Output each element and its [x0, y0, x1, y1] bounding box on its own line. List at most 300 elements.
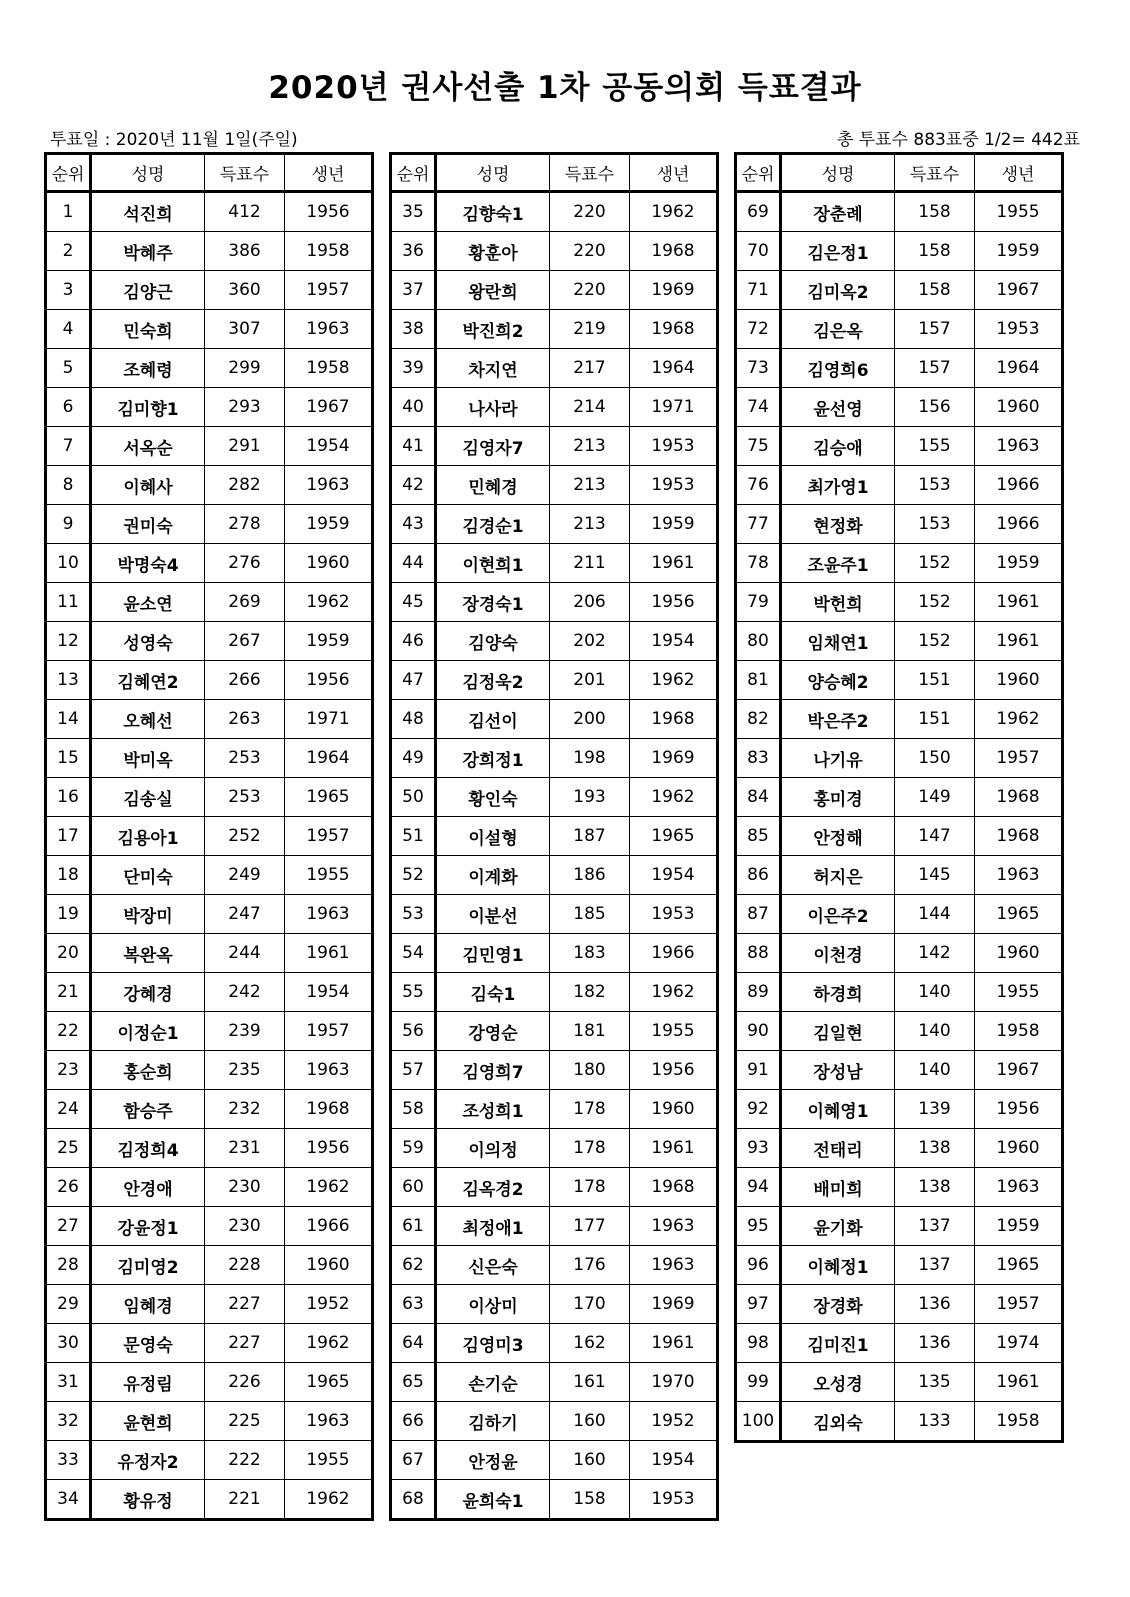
cell-year: 1960	[975, 661, 1063, 700]
cell-name: 이설형	[436, 817, 550, 856]
cell-year: 1956	[285, 661, 373, 700]
cell-votes: 307	[205, 310, 285, 349]
cell-year: 1953	[630, 427, 718, 466]
cell-year: 1953	[630, 466, 718, 505]
cell-year: 1965	[975, 1246, 1063, 1285]
table-row	[736, 1129, 1063, 1168]
cell-votes: 278	[205, 505, 285, 544]
cell-name: 강희정1	[436, 739, 550, 778]
cell-year: 1959	[975, 1207, 1063, 1246]
cell-name: 박장미	[91, 895, 205, 934]
cell-year: 1961	[630, 1324, 718, 1363]
cell-name: 최가영1	[781, 466, 895, 505]
cell-votes: 214	[550, 388, 630, 427]
cell-votes: 242	[205, 973, 285, 1012]
table-row	[391, 817, 718, 856]
cell-rank: 99	[736, 1363, 781, 1402]
cell-name: 복완옥	[91, 934, 205, 973]
cell-year: 1962	[630, 778, 718, 817]
cell-rank: 23	[46, 1051, 91, 1090]
cell-name: 김외숙	[781, 1402, 895, 1442]
cell-name: 김선이	[436, 700, 550, 739]
cell-rank: 75	[736, 427, 781, 466]
cell-year: 1963	[285, 895, 373, 934]
cell-name: 임혜경	[91, 1285, 205, 1324]
table-row	[391, 427, 718, 466]
cell-name: 김하기	[436, 1402, 550, 1441]
cell-rank: 70	[736, 232, 781, 271]
cell-name: 나기유	[781, 739, 895, 778]
cell-year: 1962	[285, 1480, 373, 1520]
cell-year: 1964	[285, 739, 373, 778]
cell-name: 오혜선	[91, 700, 205, 739]
cell-votes: 267	[205, 622, 285, 661]
cell-name: 김미영2	[91, 1246, 205, 1285]
cell-name: 조성희1	[436, 1090, 550, 1129]
cell-year: 1968	[975, 817, 1063, 856]
cell-votes: 252	[205, 817, 285, 856]
header-year: 생년	[630, 154, 718, 192]
cell-rank: 100	[736, 1402, 781, 1442]
cell-year: 1957	[285, 817, 373, 856]
cell-year: 1962	[975, 700, 1063, 739]
cell-name: 이계화	[436, 856, 550, 895]
table-row	[391, 622, 718, 661]
cell-votes: 161	[550, 1363, 630, 1402]
cell-votes: 227	[205, 1324, 285, 1363]
cell-votes: 183	[550, 934, 630, 973]
cell-name: 김향숙1	[436, 192, 550, 232]
cell-votes: 220	[550, 192, 630, 232]
cell-rank: 73	[736, 349, 781, 388]
cell-year: 1967	[975, 271, 1063, 310]
cell-name: 황유정	[91, 1480, 205, 1520]
cell-rank: 2	[46, 232, 91, 271]
cell-votes: 156	[895, 388, 975, 427]
table-row	[46, 1012, 373, 1051]
table-row	[736, 1402, 1063, 1442]
header-rank: 순위	[736, 154, 781, 192]
table-row	[46, 1402, 373, 1441]
cell-name: 박은주2	[781, 700, 895, 739]
table-row	[391, 1480, 718, 1520]
header-rank: 순위	[391, 154, 436, 192]
table-row	[736, 1207, 1063, 1246]
cell-votes: 230	[205, 1168, 285, 1207]
table-row	[46, 232, 373, 271]
cell-name: 윤현희	[91, 1402, 205, 1441]
cell-rank: 19	[46, 895, 91, 934]
cell-year: 1955	[975, 973, 1063, 1012]
cell-year: 1962	[630, 661, 718, 700]
table-row	[46, 466, 373, 505]
cell-rank: 55	[391, 973, 436, 1012]
cell-rank: 65	[391, 1363, 436, 1402]
table-row	[391, 661, 718, 700]
cell-rank: 69	[736, 192, 781, 232]
cell-rank: 34	[46, 1480, 91, 1520]
table-row	[46, 700, 373, 739]
cell-rank: 6	[46, 388, 91, 427]
cell-name: 함승주	[91, 1090, 205, 1129]
cell-votes: 291	[205, 427, 285, 466]
table-row	[736, 427, 1063, 466]
cell-year: 1957	[975, 739, 1063, 778]
cell-year: 1958	[975, 1012, 1063, 1051]
cell-rank: 33	[46, 1441, 91, 1480]
cell-rank: 18	[46, 856, 91, 895]
cell-votes: 153	[895, 505, 975, 544]
cell-votes: 140	[895, 1051, 975, 1090]
table-row	[391, 1207, 718, 1246]
cell-name: 강혜경	[91, 973, 205, 1012]
cell-rank: 40	[391, 388, 436, 427]
cell-votes: 386	[205, 232, 285, 271]
cell-year: 1966	[285, 1207, 373, 1246]
cell-votes: 221	[205, 1480, 285, 1520]
cell-year: 1961	[630, 544, 718, 583]
table-row	[46, 271, 373, 310]
cell-votes: 137	[895, 1246, 975, 1285]
cell-year: 1962	[285, 1324, 373, 1363]
cell-votes: 181	[550, 1012, 630, 1051]
cell-rank: 35	[391, 192, 436, 232]
table-row	[46, 895, 373, 934]
table-row	[391, 1441, 718, 1480]
table-row	[46, 1441, 373, 1480]
cell-rank: 96	[736, 1246, 781, 1285]
cell-name: 이분선	[436, 895, 550, 934]
cell-name: 조혜령	[91, 349, 205, 388]
cell-votes: 198	[550, 739, 630, 778]
cell-votes: 222	[205, 1441, 285, 1480]
cell-votes: 147	[895, 817, 975, 856]
cell-name: 이의정	[436, 1129, 550, 1168]
total-votes: 총 투표수 883표중 1/2= 442표	[836, 130, 1080, 150]
table-row	[736, 232, 1063, 271]
cell-votes: 160	[550, 1441, 630, 1480]
cell-year: 1954	[285, 973, 373, 1012]
table-row	[46, 1285, 373, 1324]
cell-rank: 1	[46, 192, 91, 232]
cell-year: 1961	[975, 1363, 1063, 1402]
cell-name: 김민영1	[436, 934, 550, 973]
cell-votes: 293	[205, 388, 285, 427]
cell-rank: 41	[391, 427, 436, 466]
table-row	[391, 1324, 718, 1363]
cell-year: 1952	[285, 1285, 373, 1324]
table-row	[736, 349, 1063, 388]
cell-year: 1953	[630, 895, 718, 934]
cell-rank: 60	[391, 1168, 436, 1207]
table-row	[736, 895, 1063, 934]
cell-year: 1968	[630, 700, 718, 739]
cell-rank: 10	[46, 544, 91, 583]
cell-votes: 139	[895, 1090, 975, 1129]
cell-votes: 142	[895, 934, 975, 973]
cell-year: 1960	[975, 934, 1063, 973]
table-row	[391, 778, 718, 817]
cell-votes: 213	[550, 505, 630, 544]
cell-year: 1956	[975, 1090, 1063, 1129]
table-row	[736, 661, 1063, 700]
table-row	[736, 934, 1063, 973]
cell-name: 이천경	[781, 934, 895, 973]
cell-name: 김용아1	[91, 817, 205, 856]
cell-year: 1953	[630, 1480, 718, 1520]
cell-year: 1956	[630, 583, 718, 622]
header-row	[391, 154, 718, 192]
cell-votes: 151	[895, 661, 975, 700]
cell-votes: 152	[895, 622, 975, 661]
cell-year: 1964	[630, 349, 718, 388]
cell-votes: 152	[895, 583, 975, 622]
cell-year: 1965	[975, 895, 1063, 934]
table-row	[391, 505, 718, 544]
cell-year: 1958	[285, 232, 373, 271]
cell-name: 박헌희	[781, 583, 895, 622]
table-row	[736, 505, 1063, 544]
cell-name: 차지연	[436, 349, 550, 388]
table-row	[46, 192, 373, 232]
cell-name: 김미진1	[781, 1324, 895, 1363]
cell-year: 1959	[975, 544, 1063, 583]
cell-name: 박명숙4	[91, 544, 205, 583]
cell-year: 1965	[630, 817, 718, 856]
cell-rank: 64	[391, 1324, 436, 1363]
cell-name: 박혜주	[91, 232, 205, 271]
cell-rank: 21	[46, 973, 91, 1012]
cell-rank: 95	[736, 1207, 781, 1246]
cell-votes: 187	[550, 817, 630, 856]
table-row	[391, 1285, 718, 1324]
cell-year: 1963	[285, 1051, 373, 1090]
cell-votes: 211	[550, 544, 630, 583]
header-row	[46, 154, 373, 192]
cell-name: 전태리	[781, 1129, 895, 1168]
cell-rank: 11	[46, 583, 91, 622]
cell-name: 김미옥2	[781, 271, 895, 310]
table-row	[736, 583, 1063, 622]
table-row	[46, 661, 373, 700]
cell-rank: 9	[46, 505, 91, 544]
cell-name: 하경희	[781, 973, 895, 1012]
cell-rank: 5	[46, 349, 91, 388]
cell-votes: 149	[895, 778, 975, 817]
cell-rank: 8	[46, 466, 91, 505]
cell-rank: 88	[736, 934, 781, 973]
cell-votes: 213	[550, 427, 630, 466]
cell-name: 이혜사	[91, 466, 205, 505]
cell-name: 김숙1	[436, 973, 550, 1012]
cell-votes: 162	[550, 1324, 630, 1363]
cell-name: 홍미경	[781, 778, 895, 817]
cell-votes: 206	[550, 583, 630, 622]
cell-votes: 136	[895, 1324, 975, 1363]
cell-votes: 226	[205, 1363, 285, 1402]
table-row	[391, 1363, 718, 1402]
cell-year: 1963	[630, 1207, 718, 1246]
cell-name: 이상미	[436, 1285, 550, 1324]
cell-votes: 202	[550, 622, 630, 661]
cell-name: 김정희4	[91, 1129, 205, 1168]
cell-rank: 47	[391, 661, 436, 700]
cell-rank: 37	[391, 271, 436, 310]
cell-rank: 91	[736, 1051, 781, 1090]
cell-name: 이혜영1	[781, 1090, 895, 1129]
cell-rank: 51	[391, 817, 436, 856]
cell-rank: 79	[736, 583, 781, 622]
cell-votes: 232	[205, 1090, 285, 1129]
cell-rank: 42	[391, 466, 436, 505]
table-row	[736, 1051, 1063, 1090]
cell-votes: 235	[205, 1051, 285, 1090]
cell-year: 1962	[285, 583, 373, 622]
table-row	[736, 973, 1063, 1012]
cell-rank: 85	[736, 817, 781, 856]
cell-year: 1959	[975, 232, 1063, 271]
cell-rank: 15	[46, 739, 91, 778]
header-year: 생년	[285, 154, 373, 192]
table-row	[736, 388, 1063, 427]
cell-rank: 82	[736, 700, 781, 739]
cell-rank: 63	[391, 1285, 436, 1324]
cell-rank: 14	[46, 700, 91, 739]
cell-year: 1968	[285, 1090, 373, 1129]
cell-votes: 230	[205, 1207, 285, 1246]
cell-rank: 39	[391, 349, 436, 388]
cell-votes: 158	[895, 192, 975, 232]
cell-year: 1963	[285, 466, 373, 505]
cell-name: 배미희	[781, 1168, 895, 1207]
cell-name: 왕란희	[436, 271, 550, 310]
header-name: 성명	[781, 154, 895, 192]
table-row	[736, 544, 1063, 583]
cell-votes: 247	[205, 895, 285, 934]
cell-year: 1959	[285, 505, 373, 544]
table-row	[391, 739, 718, 778]
cell-name: 안정해	[781, 817, 895, 856]
table-row	[736, 700, 1063, 739]
cell-votes: 152	[895, 544, 975, 583]
cell-rank: 56	[391, 1012, 436, 1051]
cell-rank: 76	[736, 466, 781, 505]
cell-votes: 135	[895, 1363, 975, 1402]
cell-name: 김은옥	[781, 310, 895, 349]
cell-name: 단미숙	[91, 856, 205, 895]
table-row	[46, 583, 373, 622]
cell-year: 1960	[975, 388, 1063, 427]
table-row	[391, 1051, 718, 1090]
table-row	[46, 622, 373, 661]
cell-votes: 153	[895, 466, 975, 505]
cell-votes: 178	[550, 1168, 630, 1207]
cell-name: 김일현	[781, 1012, 895, 1051]
cell-year: 1954	[630, 856, 718, 895]
cell-rank: 24	[46, 1090, 91, 1129]
cell-name: 윤소연	[91, 583, 205, 622]
cell-rank: 83	[736, 739, 781, 778]
cell-votes: 138	[895, 1168, 975, 1207]
table-row	[391, 271, 718, 310]
cell-rank: 13	[46, 661, 91, 700]
table-row	[391, 700, 718, 739]
cell-votes: 178	[550, 1129, 630, 1168]
vote-date: 투표일 : 2020년 11월 1일(주일)	[50, 130, 298, 150]
table-row	[46, 1207, 373, 1246]
cell-votes: 180	[550, 1051, 630, 1090]
cell-rank: 59	[391, 1129, 436, 1168]
cell-year: 1962	[285, 1168, 373, 1207]
cell-year: 1955	[630, 1012, 718, 1051]
cell-votes: 145	[895, 856, 975, 895]
cell-votes: 160	[550, 1402, 630, 1441]
cell-name: 김승애	[781, 427, 895, 466]
cell-votes: 360	[205, 271, 285, 310]
cell-year: 1956	[630, 1051, 718, 1090]
table-row	[736, 310, 1063, 349]
table-row	[391, 310, 718, 349]
cell-votes: 228	[205, 1246, 285, 1285]
cell-votes: 151	[895, 700, 975, 739]
cell-name: 김정욱2	[436, 661, 550, 700]
cell-name: 강윤정1	[91, 1207, 205, 1246]
cell-year: 1963	[285, 1402, 373, 1441]
cell-votes: 239	[205, 1012, 285, 1051]
cell-name: 문영숙	[91, 1324, 205, 1363]
cell-rank: 48	[391, 700, 436, 739]
cell-votes: 412	[205, 192, 285, 232]
page-title: 2020년 권사선출 1차 공동의회 득표결과	[268, 70, 862, 106]
cell-name: 현정화	[781, 505, 895, 544]
cell-name: 임채연1	[781, 622, 895, 661]
cell-rank: 81	[736, 661, 781, 700]
cell-year: 1960	[285, 544, 373, 583]
cell-rank: 90	[736, 1012, 781, 1051]
cell-year: 1963	[975, 856, 1063, 895]
table-row	[736, 1285, 1063, 1324]
table-row	[391, 388, 718, 427]
cell-rank: 26	[46, 1168, 91, 1207]
cell-name: 김미향1	[91, 388, 205, 427]
results-table-3	[734, 152, 1064, 1443]
cell-votes: 253	[205, 778, 285, 817]
table-row	[46, 1051, 373, 1090]
table-row	[391, 544, 718, 583]
results-table-2	[389, 152, 719, 1521]
cell-rank: 67	[391, 1441, 436, 1480]
cell-rank: 29	[46, 1285, 91, 1324]
table-row	[46, 544, 373, 583]
cell-votes: 193	[550, 778, 630, 817]
cell-rank: 44	[391, 544, 436, 583]
table-row	[736, 271, 1063, 310]
cell-rank: 98	[736, 1324, 781, 1363]
cell-name: 황인숙	[436, 778, 550, 817]
table-row	[46, 856, 373, 895]
cell-votes: 185	[550, 895, 630, 934]
table-row	[46, 817, 373, 856]
cell-year: 1958	[975, 1402, 1063, 1442]
cell-name: 석진희	[91, 192, 205, 232]
cell-year: 1952	[630, 1402, 718, 1441]
cell-rank: 20	[46, 934, 91, 973]
cell-name: 장성남	[781, 1051, 895, 1090]
table-row	[736, 1168, 1063, 1207]
cell-rank: 27	[46, 1207, 91, 1246]
table-row	[736, 817, 1063, 856]
cell-year: 1963	[285, 310, 373, 349]
